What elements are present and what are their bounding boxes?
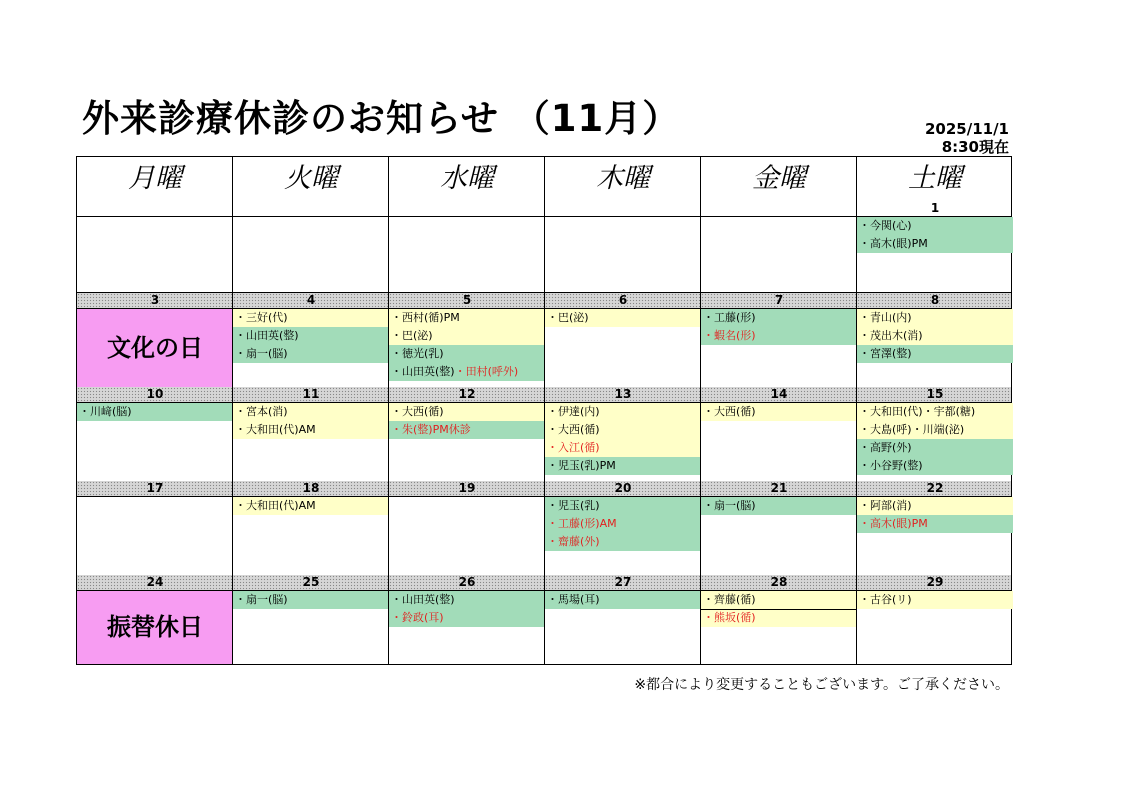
entry-text: ・今関(心) — [859, 219, 912, 232]
entry-text: ・馬場(耳) — [547, 593, 600, 606]
day-number: 8 — [930, 293, 940, 307]
schedule-entry — [857, 457, 1013, 475]
entry-text: ・齊藤(循) — [703, 593, 756, 606]
schedule-entry — [545, 439, 701, 457]
day-number — [77, 201, 233, 216]
day-number — [389, 201, 545, 216]
entry-text: ・青山(内) — [859, 311, 912, 324]
entry-text: ・扇一(脳) — [703, 499, 756, 512]
day-number: 5 — [462, 293, 472, 307]
entry-text: ・巴(泌) — [547, 311, 589, 324]
day-number: 26 — [458, 575, 476, 589]
entry-text: ・阿部(消) — [859, 499, 912, 512]
weekday-header: 月曜 — [128, 163, 182, 194]
schedule-entry — [857, 591, 1013, 609]
schedule-entry — [389, 403, 545, 421]
schedule-entry — [389, 345, 545, 363]
day-number: 19 — [458, 481, 476, 495]
schedule-entry — [545, 421, 701, 439]
entry-text: ・伊達(内) — [547, 405, 600, 418]
schedule-entry — [857, 421, 1013, 439]
schedule-entry — [233, 497, 389, 515]
entry-text: ・入江(循) — [547, 441, 600, 454]
entry-text: ・大和田(代)・宇都(糖) — [859, 405, 976, 418]
schedule-entry — [701, 609, 857, 627]
weekday-header: 水曜 — [440, 163, 494, 194]
day-number: 3 — [150, 293, 160, 307]
schedule-entry — [857, 439, 1013, 457]
as-of-date — [925, 120, 1009, 156]
entry-text: ・工藤(形) — [703, 311, 756, 324]
schedule-entry — [389, 421, 545, 439]
schedule-entry — [701, 497, 857, 515]
day-number: 13 — [614, 387, 632, 401]
schedule-entry — [233, 327, 389, 345]
entry-text: ・熊坂(循) — [703, 611, 756, 624]
entry-text: ・大和田(代)AM — [235, 423, 316, 436]
entry-text: ・高野(外) — [859, 441, 912, 454]
schedule-entry — [389, 591, 545, 609]
day-number: 14 — [770, 387, 788, 401]
schedule-entry — [857, 497, 1013, 515]
entry-text: ・小谷野(整) — [859, 459, 923, 472]
entry-text: ・茂出木(消) — [859, 329, 923, 342]
entry-text: ・児玉(乳)PM — [547, 459, 616, 472]
schedule-entry — [389, 363, 545, 381]
entry-text: ・宮本(消) — [235, 405, 288, 418]
schedule-entry — [389, 309, 545, 327]
schedule-entry — [545, 591, 701, 609]
entry-text: ・大和田(代)AM — [235, 499, 316, 512]
day-number: 28 — [770, 575, 788, 589]
schedule-entry — [857, 217, 1013, 235]
schedule-entry — [545, 533, 701, 551]
schedule-entry — [77, 403, 233, 421]
schedule-entry — [701, 403, 857, 421]
weekday-header: 金曜 — [752, 163, 806, 194]
entry-text: ・宮澤(整) — [859, 347, 912, 360]
entry-text: ・山田英(整) — [391, 593, 455, 606]
entry-text: ・古谷(リ) — [859, 593, 912, 606]
day-number: 22 — [926, 481, 944, 495]
column-divider — [700, 157, 701, 664]
entry-text: ・高木(眼)PM — [859, 517, 928, 530]
schedule-entry — [701, 591, 857, 609]
weekday-header: 木曜 — [596, 163, 650, 194]
entry-text: ・大西(循) — [703, 405, 756, 418]
day-number: 7 — [774, 293, 784, 307]
schedule-entry — [545, 403, 701, 421]
entry-text: ・徳光(乳) — [391, 347, 444, 360]
day-number: 20 — [614, 481, 632, 495]
schedule-entry — [233, 403, 389, 421]
entry-text: ・齋藤(外) — [547, 535, 600, 548]
page-title: 外来診療休診のお知らせ （11月） — [82, 97, 681, 140]
entry-text: ・工藤(形)AM — [547, 517, 617, 530]
day-number: 11 — [302, 387, 320, 401]
schedule-entry — [233, 421, 389, 439]
entry-text: ・三好(代) — [235, 311, 288, 324]
date-text: 2025/11/1 — [924, 120, 1009, 138]
day-number: 4 — [306, 293, 316, 307]
entry-text: ・高木(眼)PM — [859, 237, 928, 250]
day-number: 17 — [146, 481, 164, 495]
day-number: 18 — [302, 481, 320, 495]
schedule-entry — [857, 345, 1013, 363]
day-number — [701, 201, 857, 216]
day-number: 1 — [930, 201, 940, 215]
entry-text: ・扇一(脳) — [235, 593, 288, 606]
entry-text: ・大西(循) — [391, 405, 444, 418]
weekday-header: 火曜 — [284, 163, 338, 194]
entry-text: ・朱(整)PM休診 — [391, 423, 471, 436]
entry-text: ・川﨑(脳) — [79, 405, 132, 418]
day-number: 10 — [146, 387, 164, 401]
entry-text: ・西村(循)PM — [391, 311, 460, 324]
entry-text: ・山田英(整) — [391, 365, 455, 378]
schedule-entry — [545, 309, 701, 327]
column-divider — [544, 157, 545, 664]
entry-text: ・鈴政(耳) — [391, 611, 444, 624]
entry-text: ・山田英(整) — [235, 329, 299, 342]
day-number: 15 — [926, 387, 944, 401]
day-number: 6 — [618, 293, 628, 307]
schedule-entry — [701, 309, 857, 327]
schedule-entry — [233, 591, 389, 609]
entry-extra-text: ・田村(呼外) — [454, 365, 519, 378]
weekday-header: 土曜 — [908, 163, 962, 194]
schedule-entry — [857, 309, 1013, 327]
day-number: 24 — [146, 575, 164, 589]
schedule-entry — [389, 609, 545, 627]
entry-text: ・児玉(乳) — [547, 499, 600, 512]
day-number — [233, 201, 389, 216]
entry-text: ・扇一(脳) — [235, 347, 288, 360]
holiday-cell: 文化の日 — [77, 309, 233, 387]
entry-text: ・大西(循) — [547, 423, 600, 436]
schedule-entry — [701, 327, 857, 345]
schedule-entry — [857, 235, 1013, 253]
schedule-entry — [233, 309, 389, 327]
day-number: 12 — [458, 387, 476, 401]
column-divider — [388, 157, 389, 664]
day-number: 21 — [770, 481, 788, 495]
entry-text: ・蝦名(形) — [703, 329, 756, 342]
day-number — [545, 201, 701, 216]
schedule-entry — [545, 457, 701, 475]
schedule-entry — [389, 327, 545, 345]
day-number: 29 — [926, 575, 944, 589]
holiday-cell: 振替休日 — [77, 591, 233, 664]
schedule-entry — [545, 515, 701, 533]
day-number: 25 — [302, 575, 320, 589]
schedule-entry — [857, 515, 1013, 533]
column-divider — [856, 157, 857, 664]
entry-text: ・大島(呼)・川端(泌) — [859, 423, 965, 436]
schedule-entry — [857, 327, 1013, 345]
schedule-entry — [545, 497, 701, 515]
footnote: ※都合により変更することもございます。ご了承ください。 — [634, 677, 1009, 693]
entry-text: ・巴(泌) — [391, 329, 433, 342]
schedule-entry — [233, 345, 389, 363]
column-divider — [232, 157, 233, 664]
schedule-entry — [857, 403, 1013, 421]
time-text: 8:30現在 — [941, 138, 1009, 156]
day-number: 27 — [614, 575, 632, 589]
entry-divider — [701, 609, 857, 610]
calendar-table — [76, 156, 1012, 665]
